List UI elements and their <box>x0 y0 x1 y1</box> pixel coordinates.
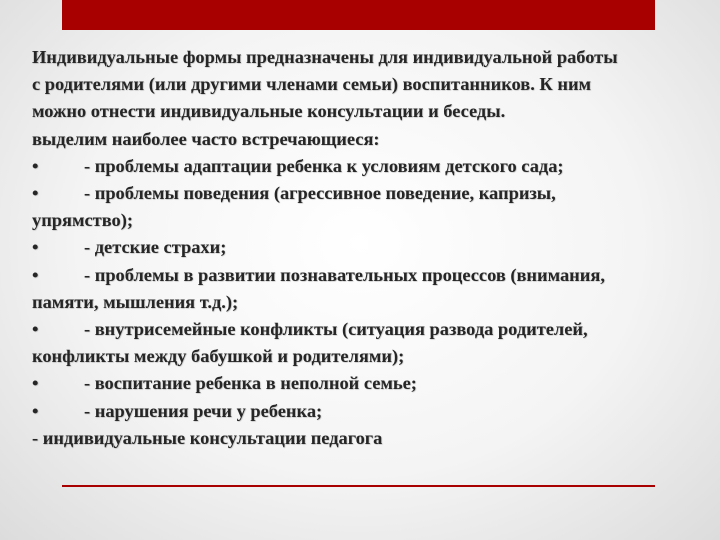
bottom-accent-line <box>62 485 655 487</box>
bullet-item <box>32 316 692 343</box>
bullet-item <box>32 234 692 261</box>
bullet-item <box>32 153 692 180</box>
bullet-text: - проблемы поведения (агрессивное поведение, капризы, <box>84 183 556 204</box>
bullet-text: - воспитание ребенка в неполной семье; <box>84 373 417 394</box>
intro-line-3: можно отнести индивидуальные консультации и беседы. <box>32 101 506 122</box>
bullet-continuation: памяти, мышления т.д.); <box>32 291 239 312</box>
intro-line-2: с родителями (или другими членами семьи) воспитанников. К ним <box>32 74 592 95</box>
bullet-mark: • <box>32 237 39 258</box>
bullet-mark: • <box>32 155 39 176</box>
bullet-item <box>32 180 692 207</box>
bullet-mark: • <box>32 264 39 285</box>
bullet-text: - внутрисемейные конфликты (ситуация развода родителей, <box>84 319 588 340</box>
bullet-mark: • <box>32 183 39 204</box>
intro-line-1: Индивидуальные формы предназначены для индивидуальной работы <box>32 47 618 67</box>
bullet-item <box>32 370 692 397</box>
bullet-mark: • <box>32 373 39 394</box>
bullet-item <box>32 398 692 425</box>
bullet-text: - проблемы в развитии познавательных процессов (внимания, <box>84 264 605 285</box>
top-accent-bar <box>62 0 655 30</box>
bullet-continuation: конфликты между бабушкой и родителями); <box>32 346 405 367</box>
bullet-mark: • <box>32 400 39 421</box>
bullet-item <box>32 262 692 289</box>
slide-body <box>32 44 692 452</box>
intro-line-4: выделим наиболее часто встречающиеся: <box>32 128 380 149</box>
bullet-text: - детские страхи; <box>84 237 227 258</box>
bullet-text: - проблемы адаптации ребенка к условиям детского сада; <box>84 155 564 176</box>
bullet-mark: • <box>32 319 39 340</box>
bullet-text: - нарушения речи у ребенка; <box>84 400 323 421</box>
bullet-continuation: упрямство); <box>32 210 133 231</box>
closing-line: - индивидуальные консультации педагога <box>32 427 383 448</box>
